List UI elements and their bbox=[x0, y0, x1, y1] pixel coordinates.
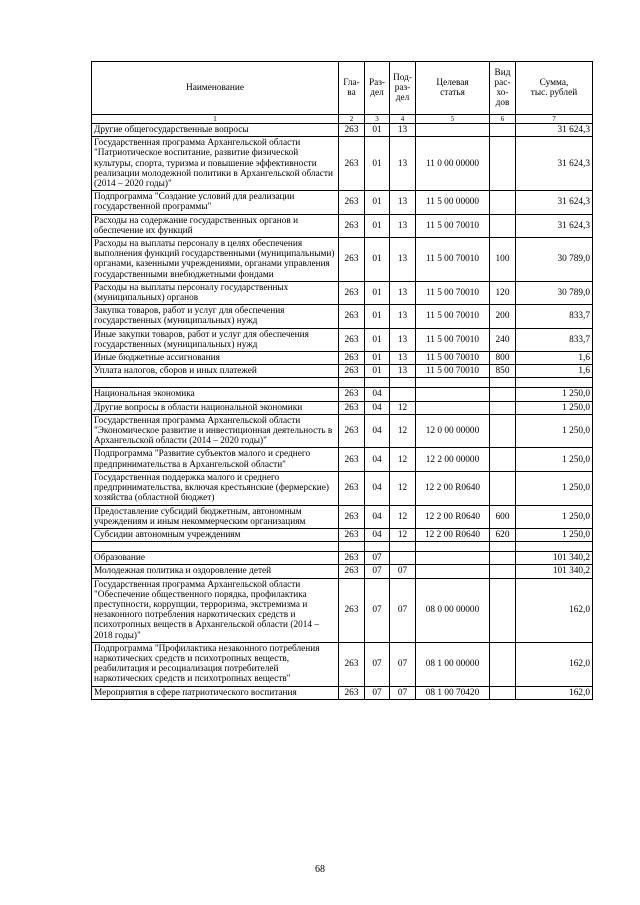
cell-vid: 620 bbox=[490, 528, 516, 541]
cell-summa: 31 624,3 bbox=[516, 137, 593, 191]
cell-name: Подпрограмма "Создание условий для реализации государственной программы" bbox=[92, 191, 339, 214]
cell-glava: 263 bbox=[339, 191, 365, 214]
cell-name: Расходы на выплаты персоналу государственных (муниципальных) органов bbox=[92, 281, 339, 304]
cell-name: Предоставление субсидий бюджетным, автономным учреждениям и иным некоммерческим организациям bbox=[92, 505, 339, 528]
cell-summa: 1 250,0 bbox=[516, 448, 593, 471]
cell-glava: 263 bbox=[339, 388, 365, 401]
cell-razdel: 01 bbox=[365, 352, 390, 365]
cell-glava: 263 bbox=[339, 238, 365, 282]
blank-cell bbox=[390, 542, 416, 552]
cell-celevaya: 12 2 00 R0640 bbox=[416, 528, 490, 541]
table-row bbox=[92, 214, 593, 237]
cell-name: Другие общегосударственные вопросы bbox=[92, 124, 339, 137]
cell-name: Другие вопросы в области национальной экономики bbox=[92, 401, 339, 414]
cell-razdel: 01 bbox=[365, 365, 390, 378]
cell-celevaya: 12 2 00 R0640 bbox=[416, 505, 490, 528]
cell-celevaya: 12 2 00 00000 bbox=[416, 448, 490, 471]
cell-name: Субсидии автономным учреждениям bbox=[92, 528, 339, 541]
cell-glava: 263 bbox=[339, 505, 365, 528]
column-number: 6 bbox=[490, 115, 516, 124]
cell-razdel: 07 bbox=[365, 552, 390, 565]
blank-row bbox=[92, 542, 593, 552]
cell-podrazdel: 13 bbox=[390, 328, 416, 351]
table-row bbox=[92, 448, 593, 471]
cell-podrazdel: 12 bbox=[390, 528, 416, 541]
cell-vid: 120 bbox=[490, 281, 516, 304]
cell-summa: 1,6 bbox=[516, 365, 593, 378]
cell-razdel: 01 bbox=[365, 137, 390, 191]
cell-name: Подпрограмма "Профилактика незаконного потребления наркотических средств и психотропных веществ, реабилитация и ресоциализация потребителей наркотических средств и психотропных веществ" bbox=[92, 642, 339, 686]
cell-summa: 833,7 bbox=[516, 328, 593, 351]
cell-vid bbox=[490, 448, 516, 471]
cell-celevaya: 12 0 00 00000 bbox=[416, 414, 490, 448]
cell-name: Иные закупки товаров, работ и услуг для обеспечения государственных (муниципальных) нужд bbox=[92, 328, 339, 351]
cell-glava: 263 bbox=[339, 552, 365, 565]
cell-vid: 850 bbox=[490, 365, 516, 378]
cell-celevaya bbox=[416, 388, 490, 401]
cell-razdel: 04 bbox=[365, 528, 390, 541]
budget-page bbox=[91, 61, 592, 700]
header-glava: Гла- ва bbox=[339, 62, 365, 115]
cell-glava: 263 bbox=[339, 578, 365, 642]
cell-celevaya: 08 0 00 00000 bbox=[416, 578, 490, 642]
table-row bbox=[92, 552, 593, 565]
cell-name: Мероприятия в сфере патриотического воспитания bbox=[92, 686, 339, 699]
header-celevaya: Целевая статья bbox=[416, 62, 490, 115]
cell-razdel: 01 bbox=[365, 214, 390, 237]
cell-vid: 100 bbox=[490, 238, 516, 282]
cell-razdel: 04 bbox=[365, 471, 390, 505]
cell-podrazdel: 13 bbox=[390, 191, 416, 214]
table-row bbox=[92, 565, 593, 578]
cell-podrazdel: 12 bbox=[390, 414, 416, 448]
cell-podrazdel: 07 bbox=[390, 565, 416, 578]
cell-vid bbox=[490, 414, 516, 448]
cell-name: Подпрограмма "Развитие субъектов малого и среднего предпринимательства в Архангельской области" bbox=[92, 448, 339, 471]
cell-celevaya: 11 5 00 70010 bbox=[416, 238, 490, 282]
cell-razdel: 04 bbox=[365, 414, 390, 448]
cell-glava: 263 bbox=[339, 124, 365, 137]
cell-celevaya: 11 5 00 00000 bbox=[416, 191, 490, 214]
cell-razdel: 01 bbox=[365, 305, 390, 328]
table-row bbox=[92, 505, 593, 528]
header-vid: Вид рас- хо- дов bbox=[490, 62, 516, 115]
cell-celevaya: 11 5 00 70010 bbox=[416, 281, 490, 304]
table-row bbox=[92, 281, 593, 304]
cell-glava: 263 bbox=[339, 214, 365, 237]
table-row bbox=[92, 401, 593, 414]
cell-summa: 1 250,0 bbox=[516, 401, 593, 414]
cell-vid bbox=[490, 124, 516, 137]
blank-cell bbox=[390, 378, 416, 388]
table-row bbox=[92, 124, 593, 137]
cell-name: Расходы на выплаты персоналу в целях обеспечения выполнения функций государственными (муниципальными) органами, казенными учреждениями, органами управления государственными внебюджетными фондами bbox=[92, 238, 339, 282]
table-row bbox=[92, 305, 593, 328]
cell-glava: 263 bbox=[339, 414, 365, 448]
cell-celevaya: 08 1 00 70420 bbox=[416, 686, 490, 699]
header-razdel: Раз- дел bbox=[365, 62, 390, 115]
cell-summa: 1 250,0 bbox=[516, 505, 593, 528]
cell-podrazdel: 13 bbox=[390, 305, 416, 328]
cell-podrazdel: 12 bbox=[390, 401, 416, 414]
header-podrazdel: Под- раз- дел bbox=[390, 62, 416, 115]
cell-razdel: 07 bbox=[365, 686, 390, 699]
cell-glava: 263 bbox=[339, 305, 365, 328]
cell-summa: 101 340,2 bbox=[516, 552, 593, 565]
table-row bbox=[92, 352, 593, 365]
cell-celevaya: 11 5 00 70010 bbox=[416, 214, 490, 237]
blank-cell bbox=[416, 542, 490, 552]
cell-summa: 162,0 bbox=[516, 642, 593, 686]
blank-cell bbox=[92, 378, 339, 388]
cell-name: Государственная программа Архангельской области "Обеспечение общественного порядка, профилактика преступности, коррупции, терроризма, экстремизма и незаконного потребления наркотических средств и психотропных веществ в Архангельской области (2014 – 2018 годы)" bbox=[92, 578, 339, 642]
blank-cell bbox=[92, 542, 339, 552]
table-row bbox=[92, 365, 593, 378]
cell-celevaya bbox=[416, 124, 490, 137]
blank-cell bbox=[339, 378, 365, 388]
cell-glava: 263 bbox=[339, 352, 365, 365]
cell-podrazdel: 13 bbox=[390, 124, 416, 137]
cell-vid bbox=[490, 686, 516, 699]
cell-podrazdel: 12 bbox=[390, 448, 416, 471]
cell-name: Государственная программа Архангельской области "Патриотическое воспитание, развитие физической культуры, спорта, туризма и повышение эффективности реализации молодежной политики в Архангельской области (2014 – 2020 годы)" bbox=[92, 137, 339, 191]
cell-summa: 162,0 bbox=[516, 686, 593, 699]
cell-name: Иные бюджетные ассигнования bbox=[92, 352, 339, 365]
cell-razdel: 01 bbox=[365, 124, 390, 137]
column-number: 3 bbox=[365, 115, 390, 124]
cell-summa: 1 250,0 bbox=[516, 471, 593, 505]
table-row bbox=[92, 686, 593, 699]
blank-cell bbox=[339, 542, 365, 552]
cell-razdel: 04 bbox=[365, 388, 390, 401]
cell-vid bbox=[490, 388, 516, 401]
header-name: Наименование bbox=[92, 62, 339, 115]
table-row bbox=[92, 642, 593, 686]
cell-summa: 833,7 bbox=[516, 305, 593, 328]
table-row bbox=[92, 238, 593, 282]
table-body bbox=[92, 124, 593, 700]
page-number: 68 bbox=[315, 864, 325, 875]
table-row bbox=[92, 137, 593, 191]
cell-glava: 263 bbox=[339, 401, 365, 414]
cell-celevaya: 12 2 00 R0640 bbox=[416, 471, 490, 505]
cell-summa: 1,6 bbox=[516, 352, 593, 365]
cell-glava: 263 bbox=[339, 365, 365, 378]
cell-vid bbox=[490, 401, 516, 414]
table-row bbox=[92, 414, 593, 448]
cell-name: Государственная поддержка малого и среднего предпринимательства, включая крестьянские (фермерские) хозяйства (областной бюджет) bbox=[92, 471, 339, 505]
cell-name: Расходы на содержание государственных органов и обеспечение их функций bbox=[92, 214, 339, 237]
cell-razdel: 01 bbox=[365, 191, 390, 214]
cell-vid: 200 bbox=[490, 305, 516, 328]
cell-summa: 1 250,0 bbox=[516, 528, 593, 541]
header-summa: Сумма, тыс. рублей bbox=[516, 62, 593, 115]
column-number: 1 bbox=[92, 115, 339, 124]
cell-podrazdel: 13 bbox=[390, 238, 416, 282]
cell-podrazdel: 13 bbox=[390, 365, 416, 378]
cell-razdel: 04 bbox=[365, 448, 390, 471]
table-row bbox=[92, 528, 593, 541]
cell-vid bbox=[490, 552, 516, 565]
cell-glava: 263 bbox=[339, 328, 365, 351]
cell-vid bbox=[490, 642, 516, 686]
cell-razdel: 07 bbox=[365, 578, 390, 642]
cell-glava: 263 bbox=[339, 281, 365, 304]
column-number: 4 bbox=[390, 115, 416, 124]
cell-podrazdel bbox=[390, 552, 416, 565]
cell-podrazdel: 13 bbox=[390, 214, 416, 237]
cell-glava: 263 bbox=[339, 642, 365, 686]
blank-cell bbox=[365, 542, 390, 552]
cell-vid bbox=[490, 471, 516, 505]
cell-summa: 30 789,0 bbox=[516, 281, 593, 304]
cell-celevaya bbox=[416, 565, 490, 578]
cell-podrazdel: 07 bbox=[390, 686, 416, 699]
cell-vid bbox=[490, 137, 516, 191]
cell-glava: 263 bbox=[339, 565, 365, 578]
table-header-row bbox=[92, 62, 593, 115]
blank-cell bbox=[490, 542, 516, 552]
cell-razdel: 04 bbox=[365, 505, 390, 528]
cell-glava: 263 bbox=[339, 471, 365, 505]
cell-razdel: 07 bbox=[365, 642, 390, 686]
cell-summa: 1 250,0 bbox=[516, 388, 593, 401]
cell-vid bbox=[490, 578, 516, 642]
cell-summa: 30 789,0 bbox=[516, 238, 593, 282]
column-number-row bbox=[92, 115, 593, 124]
cell-glava: 263 bbox=[339, 448, 365, 471]
cell-name: Национальная экономика bbox=[92, 388, 339, 401]
cell-celevaya: 11 5 00 70010 bbox=[416, 352, 490, 365]
cell-vid bbox=[490, 565, 516, 578]
cell-podrazdel: 12 bbox=[390, 505, 416, 528]
cell-razdel: 01 bbox=[365, 281, 390, 304]
cell-podrazdel: 07 bbox=[390, 642, 416, 686]
cell-celevaya bbox=[416, 401, 490, 414]
cell-vid: 600 bbox=[490, 505, 516, 528]
cell-celevaya: 11 5 00 70010 bbox=[416, 305, 490, 328]
cell-celevaya bbox=[416, 552, 490, 565]
table-row bbox=[92, 471, 593, 505]
table-row bbox=[92, 191, 593, 214]
cell-summa: 31 624,3 bbox=[516, 191, 593, 214]
cell-summa: 1 250,0 bbox=[516, 414, 593, 448]
cell-celevaya: 11 5 00 70010 bbox=[416, 328, 490, 351]
cell-podrazdel: 07 bbox=[390, 578, 416, 642]
cell-name: Молодежная политика и оздоровление детей bbox=[92, 565, 339, 578]
cell-celevaya: 11 5 00 70010 bbox=[416, 365, 490, 378]
blank-cell bbox=[490, 378, 516, 388]
budget-table bbox=[91, 61, 593, 700]
cell-glava: 263 bbox=[339, 686, 365, 699]
cell-name: Государственная программа Архангельской области "Экономическое развитие и инвестиционная деятельность в Архангельской области (2014 – 2020 годы)" bbox=[92, 414, 339, 448]
cell-name: Уплата налогов, сборов и иных платежей bbox=[92, 365, 339, 378]
cell-glava: 263 bbox=[339, 528, 365, 541]
cell-glava: 263 bbox=[339, 137, 365, 191]
cell-razdel: 07 bbox=[365, 565, 390, 578]
table-row bbox=[92, 578, 593, 642]
cell-vid bbox=[490, 214, 516, 237]
blank-cell bbox=[516, 542, 593, 552]
column-number: 5 bbox=[416, 115, 490, 124]
blank-row bbox=[92, 378, 593, 388]
blank-cell bbox=[516, 378, 593, 388]
cell-razdel: 01 bbox=[365, 328, 390, 351]
cell-razdel: 01 bbox=[365, 238, 390, 282]
blank-cell bbox=[416, 378, 490, 388]
cell-summa: 31 624,3 bbox=[516, 124, 593, 137]
cell-podrazdel bbox=[390, 388, 416, 401]
cell-celevaya: 08 1 00 00000 bbox=[416, 642, 490, 686]
cell-name: Образование bbox=[92, 552, 339, 565]
cell-podrazdel: 12 bbox=[390, 471, 416, 505]
cell-summa: 162,0 bbox=[516, 578, 593, 642]
cell-podrazdel: 13 bbox=[390, 137, 416, 191]
column-number: 2 bbox=[339, 115, 365, 124]
cell-summa: 101 340,2 bbox=[516, 565, 593, 578]
table-row bbox=[92, 388, 593, 401]
cell-razdel: 04 bbox=[365, 401, 390, 414]
cell-celevaya: 11 0 00 00000 bbox=[416, 137, 490, 191]
cell-vid bbox=[490, 191, 516, 214]
column-number: 7 bbox=[516, 115, 593, 124]
cell-podrazdel: 13 bbox=[390, 281, 416, 304]
cell-vid: 800 bbox=[490, 352, 516, 365]
cell-summa: 31 624,3 bbox=[516, 214, 593, 237]
blank-cell bbox=[365, 378, 390, 388]
cell-vid: 240 bbox=[490, 328, 516, 351]
cell-name: Закупка товаров, работ и услуг для обеспечения государственных (муниципальных) нужд bbox=[92, 305, 339, 328]
table-row bbox=[92, 328, 593, 351]
cell-podrazdel: 13 bbox=[390, 352, 416, 365]
